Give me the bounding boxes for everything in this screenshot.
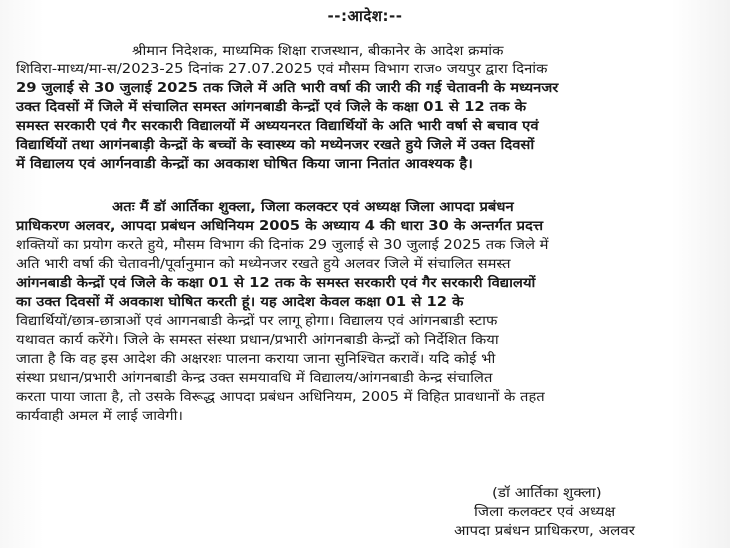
para2-line-12: कार्यवाही अमल में लाई जावेगी। — [16, 409, 184, 424]
para2-line-11: करता पाया जाता है, तो उसके विरूद्ध आपदा प्रबंधन अधिनियम, 2005 में विहित प्रावधानों के तहत — [16, 390, 545, 405]
para2-line-9: जाता है कि वह इस आदेश की अक्षरशः पालना कराया जाना सुनिश्चित करावें। यदि कोई भी — [16, 352, 496, 367]
para2-line-5: आंगनबाडी केन्द्रों एवं जिले के कक्षा 01 से 12 तक के समस्त सरकारी एवं गैर सरकारी विद्यालयों — [16, 276, 536, 291]
para1-line-3: 29 जुलाई से 30 जुलाई 2025 तक जिले में अति भारी वर्षा की जारी की गई चेतावनी के मध्यनजर — [16, 81, 559, 96]
para1-line-5: समस्त सरकारी एवं गैर सरकारी विद्यालयों में अध्ययनरत विद्यार्थियों के अति भारी वर्षा से बचाव एवं — [16, 119, 539, 134]
para1-line-7: में विद्यालय एवं आर्गनवाडी केन्द्रों का अवकाश घोषित किया जाना नितांत आवश्यक है। — [16, 157, 473, 172]
signatory-title-1: जिला कलक्टर एवं अध्यक्ष — [474, 504, 616, 520]
para2-line-8: यथावत कार्य करेंगे। जिले के समस्त संस्था प्रधान/प्रभारी आंगनबाडी केन्द्रों को निर्देशित किया — [16, 333, 499, 348]
para1-line-2: शिविरा-माध्य/मा-स/2023-25 दिनांक 27.07.2025 एवं मौसम विभाग राज० जयपुर द्वारा दिनांक — [16, 62, 548, 77]
signatory-name: (डॉ आर्तिका शुक्ला) — [492, 485, 602, 501]
para1-line-6: विद्यार्थियों तथा आगंनबाड़ी केन्द्रों के बच्चों के स्वास्थ्य को मध्येनजर रखते हुये जिले में उक्त दिवसों — [16, 138, 535, 153]
para1-line-4: उक्त दिवसों में जिले में संचालित समस्त आंगनबाडी केन्द्रों एवं जिले के कक्षा 01 से 12 तक के — [16, 100, 527, 115]
para2-line-2: प्राधिकरण अलवर, आपदा प्रबंधन अधिनियम 2005 के अध्याय 4 की धारा 30 के अन्तर्गत प्रदत्त — [16, 219, 544, 234]
para2-line-7: विद्यार्थियों/छात्र-छात्राओं एवं आगनबाडी केन्द्रों पर लागू होगा। विद्यालय एवं आंगनबाडी स्टाफ — [16, 314, 498, 329]
para2-line-3: शक्तियों का प्रयोग करते हुये, मौसम विभाग की दिनांक 29 जुलाई से 30 जुलाई 2025 तक जिले में — [16, 238, 549, 253]
para1-line-1: श्रीमान निदेशक, माध्यमिक शिक्षा राजस्थान, बीकानेर के आदेश क्रमांक — [132, 44, 504, 59]
para2-line-10: संस्था प्रधान/प्रभारी आंगनबाडी केन्द्र उक्त समयावधि में विद्यालय/आंगनबाडी केन्द्र संचालित — [16, 371, 493, 386]
para2-line-1: अतः मैं डॉ आर्तिका शुक्ला, जिला कलक्टर एवं अध्यक्ष जिला आपदा प्रबंधन — [112, 200, 514, 215]
signatory-title-2: आपदा प्रबंधन प्राधिकरण, अलवर — [454, 523, 636, 539]
para2-line-6: का उक्त दिवसों में अवकाश घोषित करती हूं। यह आदेश केवल कक्षा 01 से 12 के — [16, 295, 464, 310]
order-heading: --:आदेश:-- — [327, 7, 403, 25]
para2-line-4: अति भारी वर्षा की चेतावनी/पूर्वानुमान को मध्येनजर रखते हुये अलवर जिले में संचालित समस्त — [16, 257, 511, 272]
